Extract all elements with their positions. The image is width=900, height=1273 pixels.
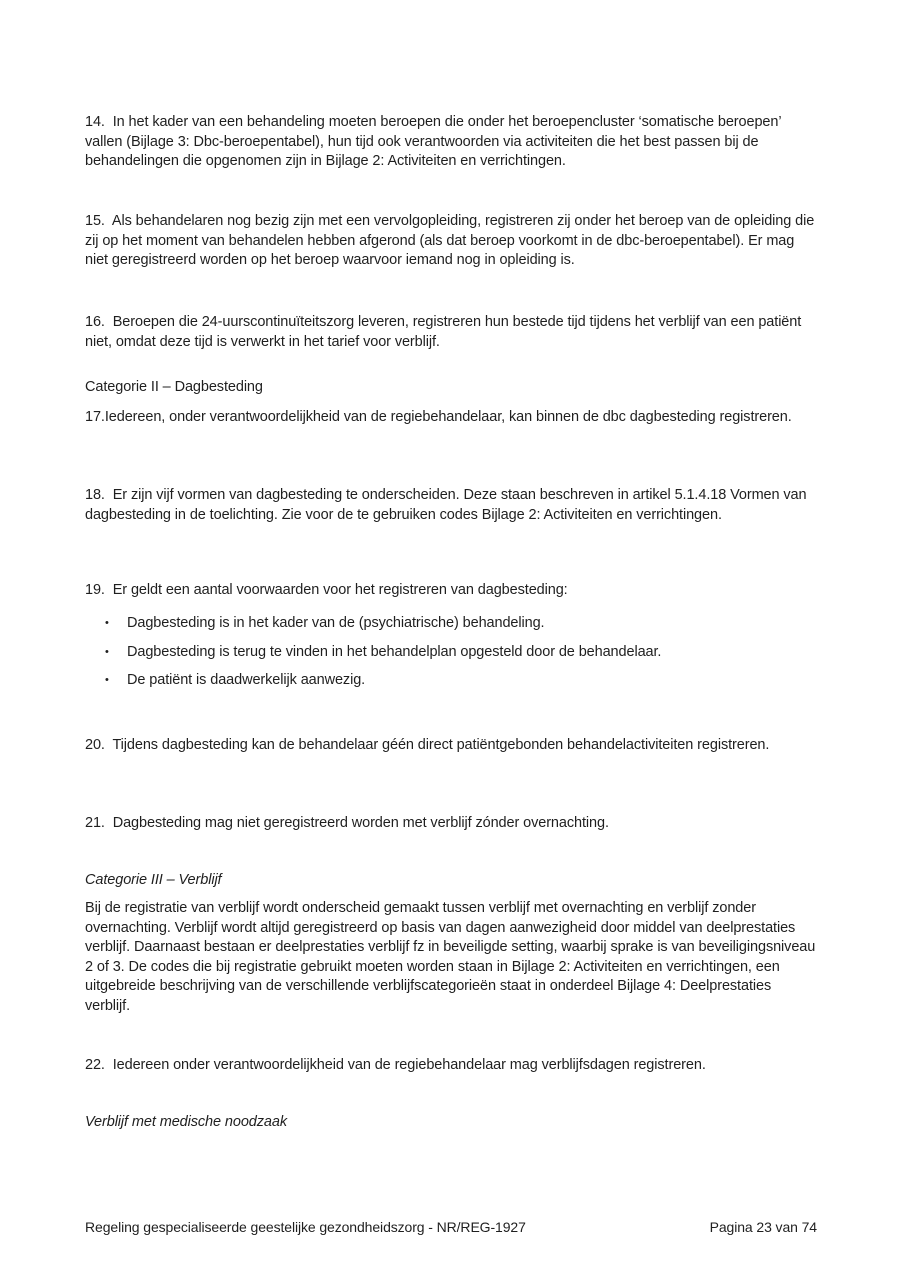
bullet-icon: • bbox=[105, 645, 109, 658]
paragraph-19: 19. Er geldt een aantal voorwaarden voor het registreren van dagbesteding: bbox=[85, 582, 568, 598]
footer-document-title: Regeling gespecialiseerde geestelijke gezondheidszorg - NR/REG-1927 bbox=[85, 1219, 526, 1235]
list-item bbox=[85, 643, 817, 663]
paragraph-16: 16. Beroepen die 24-uurscontinuïteitszorg leveren, registreren hun bestede tijd tijdens het verblijf van een patiënt niet, omdat deze tijd is verwerkt in het tarief voor verblijf. bbox=[85, 314, 806, 350]
bullet-icon: • bbox=[105, 674, 109, 686]
bullet-icon: • bbox=[105, 617, 109, 629]
paragraph-17: 17.Iedereen, onder verantwoordelijkheid van de regiebehandelaar, kan binnen de dbc dagbesteding registreren. bbox=[85, 409, 792, 425]
heading-categorie-ii: Categorie II – Dagbesteding bbox=[85, 379, 263, 395]
paragraph-22: 22. Iedereen onder verantwoordelijkheid van de regiebehandelaar mag verblijfsdagen registreren. bbox=[85, 1057, 706, 1073]
paragraph-14: 14. In het kader van een behandeling moeten beroepen die onder het beroepencluster ‘somatische beroepen’ vallen (Bijlage 3: Dbc-beroepentabel), hun tijd ook verantwoorden via activiteiten die het best passen bij de behandelingen die opgenomen zijn in Bijlage 2: Activiteiten en verrichtingen. bbox=[85, 114, 785, 169]
page-footer bbox=[85, 1218, 817, 1236]
bullet-list bbox=[85, 614, 817, 700]
bullet-text: Dagbesteding is in het kader van de (psychiatrische) behandeling. bbox=[127, 615, 545, 631]
list-item bbox=[85, 671, 817, 691]
paragraph-verblijf: Bij de registratie van verblijf wordt onderscheid gemaakt tussen verblijf met overnachting en verblijf zonder overnachting. Verblijf wordt altijd geregistreerd op basis van dagen aanwezigheid door middel van deelprestaties verblijf. Daarnaast bestaan er deelprestaties verblijf fz in beveiligde setting, waarbij sprake is van beveiligingsniveau 2 of 3. De codes die bij registratie gebruikt moeten worden staan in Bijlage 2: Activiteiten en verrichtingen, een uitgebreide beschrijving van de verschillende verblijfscategorieën staat in onderdeel Bijlage 4: Deelprestaties verblijf. bbox=[85, 900, 820, 1014]
paragraph-20: 20. Tijdens dagbesteding kan de behandelaar géén direct patiëntgebonden behandelactiviteiten registreren. bbox=[85, 737, 770, 753]
heading-categorie-iii: Categorie III – Verblijf bbox=[85, 872, 222, 888]
footer-page-number: Pagina 23 van 74 bbox=[709, 1219, 817, 1235]
bullet-text: Dagbesteding is terug te vinden in het behandelplan opgesteld door de behandelaar. bbox=[127, 643, 662, 660]
paragraph-21: 21. Dagbesteding mag niet geregistreerd worden met verblijf zónder overnachting. bbox=[85, 815, 609, 831]
paragraph-18: 18. Er zijn vijf vormen van dagbesteding te onderscheiden. Deze staan beschreven in artikel 5.1.4.18 Vormen van dagbesteding in de toelichting. Zie voor de te gebruiken codes Bijlage 2: Activiteiten en verrichtingen. bbox=[85, 487, 811, 523]
paragraph-15: 15. Als behandelaren nog bezig zijn met een vervolgopleiding, registreren zij onder het beroep van de opleiding die zij op het moment van behandelen hebben afgerond (als dat beroep voorkomt in de dbc-beroepentabel). Er mag niet geregistreerd worden op het beroep waarvoor iemand nog in opleiding is. bbox=[85, 213, 819, 268]
bullet-text: De patiënt is daadwerkelijk aanwezig. bbox=[127, 672, 366, 688]
heading-verblijf-medische-noodzaak: Verblijf met medische noodzaak bbox=[85, 1114, 287, 1130]
list-item bbox=[85, 614, 817, 634]
